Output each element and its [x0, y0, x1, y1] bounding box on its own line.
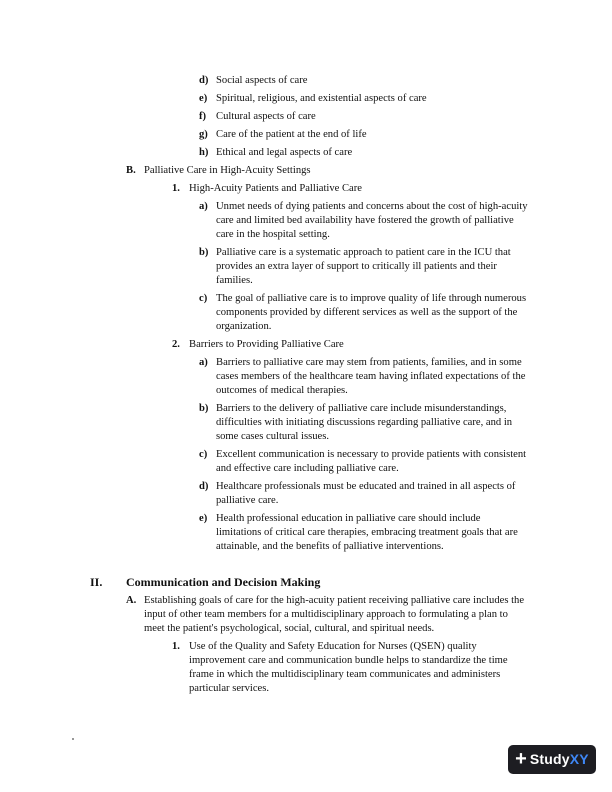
- list-item-line: organization.: [216, 321, 272, 332]
- list-item-line: Excellent communication is necessary to provide patients with consistent: [216, 449, 527, 460]
- list-label: g): [199, 129, 208, 140]
- list-item: Cultural aspects of care: [216, 111, 316, 122]
- list-item-line: Barriers to palliative care may stem from patients, families, and in some: [216, 357, 522, 368]
- list-item-line: cases members of the healthcare team having inflated expectations of the: [216, 371, 526, 382]
- sub2-label: 2.: [172, 339, 180, 350]
- list-item-line: and effective care including palliative care.: [216, 463, 399, 474]
- list-label: f): [199, 111, 207, 122]
- list-item-line: Unmet needs of dying patients and concerns about the cost of high-acuity: [216, 201, 528, 212]
- list-item-line: care and limited bed availability have fostered the growth of palliative: [216, 215, 514, 226]
- list-item-line: some cases cultural issues.: [216, 431, 329, 442]
- list-label: d): [199, 481, 209, 492]
- list-item-line: outcomes of medical therapies.: [216, 385, 348, 396]
- list-label: a): [199, 357, 208, 368]
- list-item-line: Palliative care is a systematic approach to patient care in the ICU that: [216, 247, 511, 258]
- section-b-label: B.: [126, 165, 136, 176]
- list-label: d): [199, 75, 209, 86]
- badge-brand: [530, 752, 589, 766]
- sub-a1-line: particular services.: [189, 683, 270, 694]
- plus-icon: +: [515, 747, 527, 770]
- stray-dot: [72, 738, 74, 740]
- list-item-line: components provided by different services as well as the support of the: [216, 307, 518, 318]
- sub-a1-label: 1.: [172, 641, 180, 652]
- list-item-line: families.: [216, 275, 253, 286]
- list-item-line: Healthcare professionals must be educated and trained in all aspects of: [216, 481, 516, 492]
- section-a-label: A.: [126, 595, 137, 606]
- studyxy-badge[interactable]: [508, 745, 596, 774]
- section-a-line: meet the patient's psychological, social, cultural, and spiritual needs.: [144, 623, 435, 634]
- section-b-title: Palliative Care in High-Acuity Settings: [144, 165, 311, 176]
- list-item-line: difficulties with initiating discussions regarding palliative care, and in: [216, 417, 513, 428]
- list-item-line: palliative care.: [216, 495, 279, 506]
- list-label: h): [199, 147, 209, 158]
- list-item-line: care in the hospital setting.: [216, 229, 330, 240]
- list-label: b): [199, 403, 209, 414]
- list-label: b): [199, 247, 209, 258]
- sub-a1-line: improvement care and communication bundle helps to standardize the time: [189, 655, 508, 666]
- list-item: Ethical and legal aspects of care: [216, 147, 353, 158]
- list-label: a): [199, 201, 208, 212]
- badge-name: Study: [529, 751, 570, 768]
- list-item-line: The goal of palliative care is to improve quality of life through numerous: [216, 293, 527, 304]
- list-item-line: limitations of critical care therapies, embracing treatment goals that are: [216, 527, 518, 538]
- list-item: Spiritual, religious, and existential aspects of care: [216, 93, 427, 104]
- sub1-title: High-Acuity Patients and Palliative Care: [189, 183, 362, 194]
- list-item: Social aspects of care: [216, 75, 308, 86]
- list-item-line: Barriers to the delivery of palliative care include misunderstandings,: [216, 403, 507, 414]
- list-label: e): [199, 93, 208, 104]
- section-ii-title: Communication and Decision Making: [126, 575, 321, 589]
- sub2-title: Barriers to Providing Palliative Care: [189, 339, 344, 350]
- list-item-line: provides an extra layer of support to critically ill patients and their: [216, 261, 497, 272]
- section-a-line: Establishing goals of care for the high-acuity patient receiving palliative care includes the: [144, 595, 525, 606]
- sub1-label: 1.: [172, 183, 180, 194]
- section-a-line: input of other team members for a multidisciplinary approach to formulating a plan to: [144, 609, 508, 620]
- list-label: e): [199, 513, 208, 524]
- list-item-line: attainable, and the benefits of palliative interventions.: [216, 541, 444, 552]
- badge-name-accent: XY: [569, 751, 589, 768]
- sub-a1-line: frame in which the multidisciplinary team communicates and administers: [189, 669, 501, 680]
- sub-a1-line: Use of the Quality and Safety Education for Nurses (QSEN) quality: [189, 641, 477, 652]
- list-label: c): [199, 449, 208, 460]
- section-ii-label: II.: [90, 575, 103, 589]
- list-label: c): [199, 293, 208, 304]
- list-item: Care of the patient at the end of life: [216, 129, 367, 140]
- list-item-line: Health professional education in palliative care should include: [216, 513, 481, 524]
